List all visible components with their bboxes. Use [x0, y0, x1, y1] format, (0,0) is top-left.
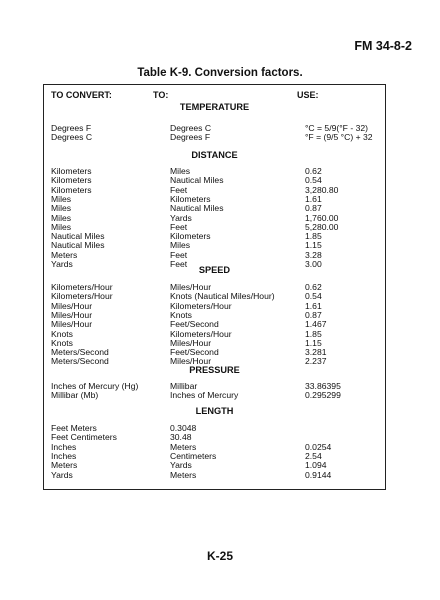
from-unit: Feet Meters [51, 423, 97, 433]
from-unit: Inches [51, 450, 77, 461]
factor: 1.85 [305, 231, 322, 242]
to-unit: Knots [170, 309, 192, 320]
factor: 0.54 [305, 291, 322, 302]
from-unit: Miles [51, 203, 72, 214]
section-title: TEMPERATURE [179, 102, 250, 112]
to-unit: Miles/Hour [170, 282, 212, 292]
from-unit: Meters [51, 249, 78, 260]
factor: 0.62 [305, 166, 322, 176]
from-unit: Miles [51, 221, 72, 232]
from-unit: Kilometers [51, 166, 92, 176]
to-unit: Kilometers [170, 193, 211, 204]
factor: 1.15 [305, 240, 322, 251]
table-row [44, 133, 385, 142]
factor: 1.85 [305, 328, 322, 339]
to-unit: Nautical Miles [170, 175, 224, 186]
factor: 0.87 [305, 309, 322, 320]
table-row [44, 204, 385, 213]
table-row [44, 241, 385, 250]
page-number: K-25 [206, 549, 233, 563]
factor: °F = (9/5 °C) + 32 [305, 132, 373, 143]
from-unit: Degrees F [51, 123, 92, 133]
factor: 1.15 [305, 337, 322, 348]
to-unit: Yards [170, 212, 192, 223]
factor: 3,280.80 [305, 184, 339, 195]
section-title: DISTANCE [191, 150, 238, 160]
from-unit: Feet Centimeters [51, 432, 117, 443]
to-unit: Degrees F [170, 132, 211, 143]
column-header-convert: TO CONVERT: [51, 90, 112, 100]
from-unit: Miles [51, 193, 72, 204]
factor: 5,280.00 [305, 221, 339, 232]
factor: 0.0254 [305, 441, 332, 452]
to-unit: Kilometers [170, 231, 211, 242]
from-unit: Inches of Mercury (Hg) [51, 381, 139, 391]
column-header-use: USE: [297, 90, 319, 100]
section-title: PRESSURE [189, 365, 240, 375]
factor: 2.237 [305, 356, 327, 367]
from-unit: Miles/Hour [51, 319, 93, 330]
to-unit: Feet [170, 221, 188, 232]
table-row [44, 186, 385, 195]
conversion-table [43, 84, 386, 490]
table-title: Table K-9. Conversion factors. [137, 67, 303, 79]
to-unit: Nautical Miles [170, 203, 224, 214]
table-row [44, 433, 385, 442]
to-unit: Yards [170, 460, 192, 471]
factor: 1.467 [305, 319, 327, 330]
table-row [44, 302, 385, 311]
from-unit: Miles [51, 212, 72, 223]
factor: 3.00 [305, 259, 322, 269]
factor: °C = 5/9(°F - 32) [305, 123, 368, 133]
from-unit: Inches [51, 441, 77, 452]
from-unit: Miles/Hour [51, 300, 93, 311]
to-unit: Miles/Hour [170, 356, 212, 367]
to-unit: 30.48 [170, 432, 192, 443]
from-unit: Miles/Hour [51, 309, 93, 320]
factor: 3.281 [305, 347, 327, 358]
from-unit: Yards [51, 259, 73, 269]
factor: 0.54 [305, 175, 322, 186]
from-unit: Knots [51, 337, 73, 348]
factor: 0.62 [305, 282, 322, 292]
to-unit: Feet/Second [170, 319, 219, 330]
table-row [44, 176, 385, 185]
table-row [44, 320, 385, 329]
factor: 1,760.00 [305, 212, 339, 223]
to-unit: Centimeters [170, 450, 217, 461]
to-unit: Feet/Second [170, 347, 219, 358]
to-unit: 0.3048 [170, 423, 197, 433]
factor: 0.295299 [305, 390, 341, 401]
factor: 2.54 [305, 450, 322, 461]
from-unit: Nautical Miles [51, 231, 105, 242]
table-row [44, 330, 385, 339]
to-unit: Miles [170, 166, 191, 176]
from-unit: Meters/Second [51, 347, 109, 358]
factor: 1.094 [305, 460, 327, 471]
factor: 0.9144 [305, 469, 332, 480]
to-unit: Kilometers/Hour [170, 300, 232, 311]
factor: 1.61 [305, 300, 322, 311]
factor: 3.28 [305, 249, 322, 260]
from-unit: Kilometers [51, 175, 92, 186]
from-unit: Kilometers [51, 184, 92, 195]
to-unit: Inches of Mercury [170, 390, 239, 401]
table-row [44, 391, 385, 400]
column-header-to: TO: [153, 90, 169, 100]
table-row [44, 292, 385, 301]
to-unit: Knots (Nautical Miles/Hour) [170, 291, 275, 302]
from-unit: Knots [51, 328, 73, 339]
to-unit: Millibar [170, 381, 198, 391]
document-header: FM 34-8-2 [354, 39, 412, 53]
table-row [44, 461, 385, 470]
to-unit: Degrees C [170, 123, 212, 133]
to-unit: Miles/Hour [170, 337, 212, 348]
from-unit: Degrees C [51, 132, 93, 143]
factor: 1.61 [305, 193, 322, 204]
section-title: LENGTH [195, 406, 234, 416]
to-unit: Feet [170, 184, 188, 195]
from-unit: Meters [51, 460, 78, 471]
factor: 0.87 [305, 203, 322, 214]
section-title: SPEED [198, 265, 231, 275]
to-unit: Feet [170, 249, 188, 260]
from-unit: Nautical Miles [51, 240, 105, 251]
from-unit: Meters/Second [51, 356, 109, 367]
from-unit: Kilometers/Hour [51, 291, 113, 302]
to-unit: Kilometers/Hour [170, 328, 232, 339]
from-unit: Kilometers/Hour [51, 282, 113, 292]
to-unit: Feet [170, 259, 188, 269]
factor: 33.86395 [305, 381, 341, 391]
to-unit: Meters [170, 441, 197, 452]
from-unit: Millibar (Mb) [51, 390, 99, 401]
from-unit: Yards [51, 469, 73, 480]
table-row [44, 251, 385, 260]
to-unit: Meters [170, 469, 197, 480]
to-unit: Miles [170, 240, 191, 251]
table-row [44, 452, 385, 461]
table-row [44, 471, 385, 480]
